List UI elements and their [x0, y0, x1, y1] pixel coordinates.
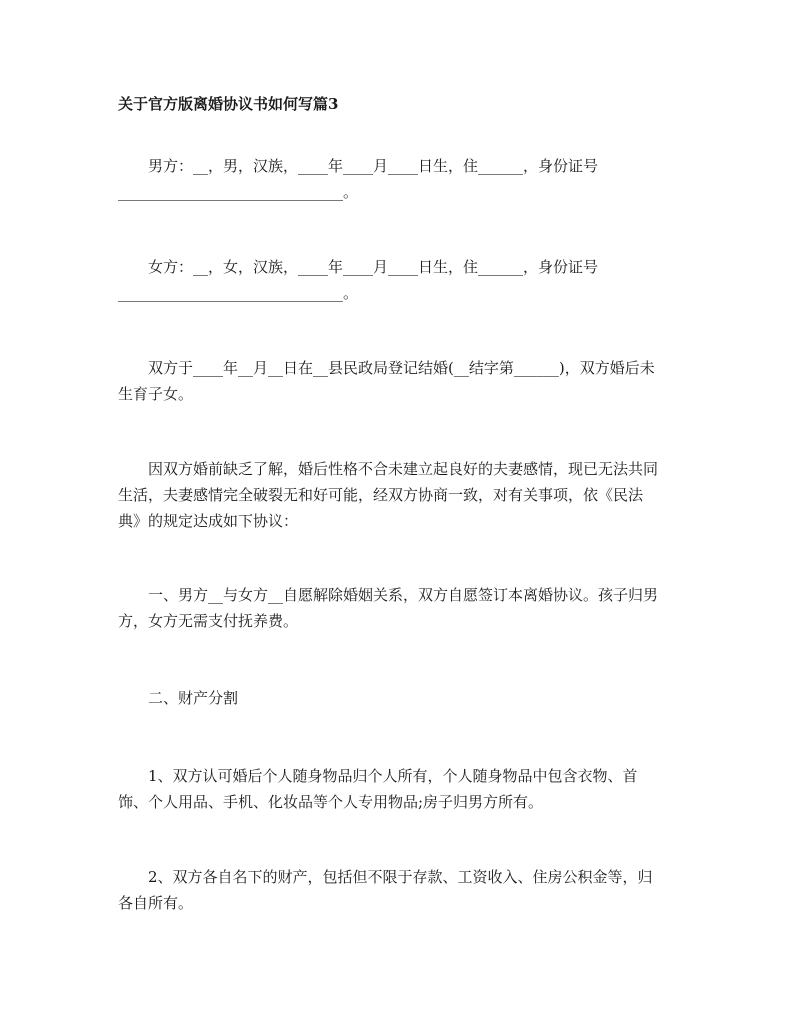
- female-party-paragraph: [118, 254, 690, 306]
- paragraph-line: 生育子女。: [118, 385, 194, 403]
- paragraph-line: 男方：__，男，汉族，____年____月____日生，住______，身份证号: [148, 157, 599, 175]
- paragraph-line: 因双方婚前缺乏了解，婚后性格不合未建立起良好的夫妻感情，现已无法共同: [148, 460, 659, 478]
- property-2-paragraph: [118, 864, 690, 916]
- clause-1-paragraph: [118, 582, 690, 634]
- paragraph-line: 2、双方各自名下的财产，包括但不限于存款、工资收入、住房公积金等，归: [148, 868, 653, 886]
- paragraph-line: 方，女方无需支付抚养费。: [118, 612, 299, 630]
- male-party-paragraph: [118, 153, 690, 205]
- marriage-registration-paragraph: [118, 355, 690, 407]
- paragraph-line: 二、财产分割: [148, 689, 239, 707]
- reason-paragraph: [118, 456, 690, 534]
- paragraph-line: 1、双方认可婚后个人随身物品归个人所有，个人随身物品中包含衣物、首: [148, 767, 638, 785]
- property-division-heading: [118, 685, 690, 711]
- paragraph-line: 女方：__，女，汉族，____年____月____日生，住______，身份证号: [148, 258, 599, 276]
- paragraph-line: ______________________________。: [118, 183, 359, 201]
- paragraph-line: 一、男方__与女方__自愿解除婚姻关系，双方自愿签订本离婚协议。孩子归男: [148, 586, 659, 604]
- paragraph-line: 双方于____年__月__日在__县民政局登记结婚(__结字第______)，双方婚后未: [148, 359, 655, 377]
- document-title: 关于官方版离婚协议书如何写篇3: [118, 95, 339, 113]
- paragraph-line: 饰、个人用品、手机、化妆品等个人专用物品;房子归男方所有。: [118, 793, 544, 811]
- paragraph-line: 各自所有。: [118, 894, 194, 912]
- paragraph-line: ______________________________。: [118, 284, 359, 302]
- paragraph-line: 生活，夫妻感情完全破裂无和好可能，经双方协商一致，对有关事项，依《民法: [118, 486, 644, 504]
- property-1-paragraph: [118, 763, 690, 815]
- paragraph-line: 典》的规定达成如下协议：: [118, 512, 299, 530]
